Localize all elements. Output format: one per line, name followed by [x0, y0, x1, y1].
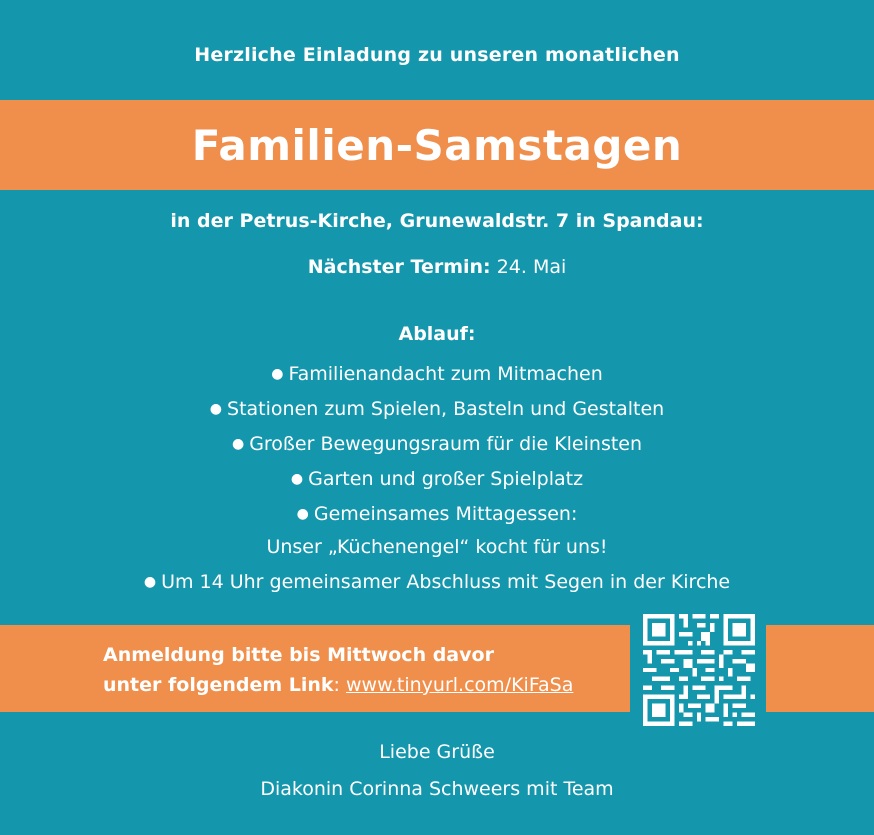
next-date-value: 24. Mai [496, 256, 567, 278]
location-text: in der Petrus-Kirche, Grunewaldstr. 7 in Spandau: [170, 210, 704, 232]
qr-code-icon [643, 614, 755, 726]
bullet-icon: ● [271, 366, 284, 382]
schedule-list [0, 358, 874, 601]
page-title: Familien-Samstagen [191, 120, 683, 170]
list-item: ● Familienandacht zum Mitmachen [271, 363, 603, 385]
bullet-icon: ● [231, 436, 245, 452]
registration-line-2: unter folgendem Link [103, 674, 334, 696]
signature: Diakonin Corinna Schweers mit Team [260, 778, 614, 800]
list-item: ● Großer Bewegungsraum für die Kleinsten [231, 433, 643, 455]
greeting: Liebe Grüße [379, 741, 495, 763]
bullet-icon: ● [296, 506, 309, 522]
title-band [0, 100, 874, 190]
next-date-line [0, 256, 874, 278]
list-item: ● Um 14 Uhr gemeinsamer Abschluss mit Segen in der Kirche [143, 571, 731, 593]
list-item-subline: Unser „Küchenengel“ kocht für uns! [266, 536, 608, 558]
registration-line-1: Anmeldung bitte bis Mittwoch davor [103, 644, 494, 666]
next-date-label: Nächster Termin: [307, 256, 491, 278]
registration-text: Anmeldung bitte bis Mittwoch davor unter folgendem Link: www.tinyurl.com/KiFaSa [103, 644, 574, 696]
intro-text: Herzliche Einladung zu unseren monatlichen [194, 44, 680, 66]
registration-link[interactable]: www.tinyurl.com/KiFaSa [346, 674, 574, 696]
schedule-heading: Ablauf: [398, 323, 476, 345]
bullet-icon: ● [209, 401, 223, 417]
list-item: ● Garten und großer Spielplatz [290, 468, 584, 490]
bullet-icon: ● [143, 574, 157, 590]
bullet-icon: ● [290, 471, 304, 487]
list-item: ● Stationen zum Spielen, Basteln und Gestalten [209, 398, 665, 420]
list-item: ● Gemeinsames Mittagessen: Unser „Küchenengel“ kocht für uns! [266, 503, 608, 558]
